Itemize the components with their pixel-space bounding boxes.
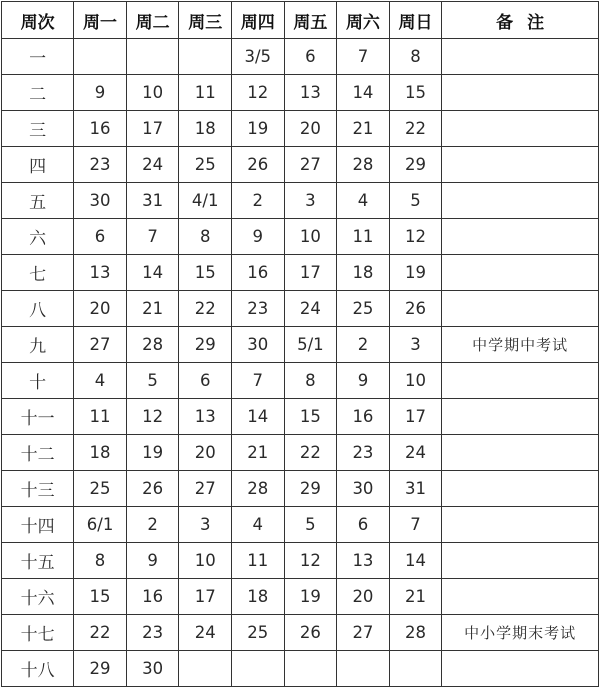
date-cell-wednesday: 25	[179, 147, 232, 183]
table-row	[2, 327, 599, 363]
date-cell-monday: 15	[74, 579, 127, 615]
date-cell-wednesday: 8	[179, 219, 232, 255]
date-cell-wednesday	[179, 39, 232, 75]
date-cell-saturday: 6	[337, 507, 390, 543]
date-cell-friday: 17	[284, 255, 337, 291]
week-number-cell: 十七	[2, 615, 74, 651]
note-cell	[442, 75, 599, 111]
table-row	[2, 75, 599, 111]
date-cell-saturday: 14	[337, 75, 390, 111]
date-cell-saturday: 30	[337, 471, 390, 507]
date-cell-monday: 30	[74, 183, 127, 219]
table-row	[2, 183, 599, 219]
date-cell-tuesday: 10	[126, 75, 179, 111]
note-cell	[442, 291, 599, 327]
date-cell-wednesday: 22	[179, 291, 232, 327]
header-sunday: 周日	[389, 2, 442, 39]
note-cell	[442, 111, 599, 147]
date-cell-wednesday: 10	[179, 543, 232, 579]
date-cell-wednesday: 24	[179, 615, 232, 651]
date-cell-friday: 10	[284, 219, 337, 255]
date-cell-monday: 25	[74, 471, 127, 507]
date-cell-monday: 23	[74, 147, 127, 183]
date-cell-friday: 27	[284, 147, 337, 183]
date-cell-friday: 22	[284, 435, 337, 471]
date-cell-sunday	[389, 651, 442, 687]
week-number-cell: 十三	[2, 471, 74, 507]
date-cell-sunday: 29	[389, 147, 442, 183]
date-cell-thursday: 18	[232, 579, 285, 615]
date-cell-tuesday: 28	[126, 327, 179, 363]
week-number-cell: 十四	[2, 507, 74, 543]
date-cell-friday: 19	[284, 579, 337, 615]
week-number-cell: 十二	[2, 435, 74, 471]
date-cell-monday: 20	[74, 291, 127, 327]
header-thursday: 周四	[232, 2, 285, 39]
date-cell-tuesday: 21	[126, 291, 179, 327]
date-cell-wednesday: 27	[179, 471, 232, 507]
date-cell-saturday: 11	[337, 219, 390, 255]
date-cell-saturday: 21	[337, 111, 390, 147]
date-cell-tuesday: 14	[126, 255, 179, 291]
date-cell-friday: 24	[284, 291, 337, 327]
date-cell-tuesday: 12	[126, 399, 179, 435]
date-cell-saturday: 25	[337, 291, 390, 327]
date-cell-saturday: 20	[337, 579, 390, 615]
date-cell-sunday: 10	[389, 363, 442, 399]
table-row	[2, 651, 599, 687]
date-cell-sunday: 5	[389, 183, 442, 219]
date-cell-wednesday: 18	[179, 111, 232, 147]
table-row	[2, 39, 599, 75]
date-cell-tuesday: 31	[126, 183, 179, 219]
date-cell-sunday: 15	[389, 75, 442, 111]
date-cell-friday: 29	[284, 471, 337, 507]
date-cell-tuesday: 26	[126, 471, 179, 507]
date-cell-monday: 22	[74, 615, 127, 651]
date-cell-tuesday	[126, 39, 179, 75]
date-cell-monday: 6/1	[74, 507, 127, 543]
note-cell	[442, 147, 599, 183]
header-friday: 周五	[284, 2, 337, 39]
date-cell-tuesday: 16	[126, 579, 179, 615]
note-cell	[442, 363, 599, 399]
header-notes: 备注	[442, 2, 599, 39]
note-cell: 中学期中考试	[442, 327, 599, 363]
date-cell-wednesday: 6	[179, 363, 232, 399]
date-cell-thursday: 2	[232, 183, 285, 219]
week-number-cell: 九	[2, 327, 74, 363]
date-cell-friday: 12	[284, 543, 337, 579]
date-cell-sunday: 14	[389, 543, 442, 579]
date-cell-sunday: 12	[389, 219, 442, 255]
table-row	[2, 111, 599, 147]
date-cell-sunday: 19	[389, 255, 442, 291]
note-cell	[442, 183, 599, 219]
date-cell-sunday: 21	[389, 579, 442, 615]
week-number-cell: 十五	[2, 543, 74, 579]
date-cell-friday: 26	[284, 615, 337, 651]
date-cell-thursday: 9	[232, 219, 285, 255]
date-cell-wednesday: 20	[179, 435, 232, 471]
date-cell-tuesday: 17	[126, 111, 179, 147]
date-cell-saturday: 16	[337, 399, 390, 435]
date-cell-wednesday: 13	[179, 399, 232, 435]
date-cell-tuesday: 9	[126, 543, 179, 579]
date-cell-wednesday: 17	[179, 579, 232, 615]
date-cell-saturday: 18	[337, 255, 390, 291]
header-week: 周次	[2, 2, 74, 39]
date-cell-wednesday: 29	[179, 327, 232, 363]
date-cell-saturday: 2	[337, 327, 390, 363]
table-header	[2, 2, 599, 39]
week-number-cell: 八	[2, 291, 74, 327]
header-wednesday: 周三	[179, 2, 232, 39]
date-cell-wednesday: 3	[179, 507, 232, 543]
date-cell-saturday: 28	[337, 147, 390, 183]
date-cell-saturday: 9	[337, 363, 390, 399]
week-number-cell: 二	[2, 75, 74, 111]
date-cell-tuesday: 2	[126, 507, 179, 543]
date-cell-thursday	[232, 651, 285, 687]
week-number-cell: 十八	[2, 651, 74, 687]
note-cell	[442, 579, 599, 615]
date-cell-monday: 27	[74, 327, 127, 363]
table-row	[2, 147, 599, 183]
date-cell-thursday: 19	[232, 111, 285, 147]
note-cell: 中小学期末考试	[442, 615, 599, 651]
table-body	[2, 39, 599, 687]
date-cell-thursday: 4	[232, 507, 285, 543]
date-cell-friday: 5/1	[284, 327, 337, 363]
date-cell-saturday: 23	[337, 435, 390, 471]
table-row	[2, 255, 599, 291]
date-cell-sunday: 8	[389, 39, 442, 75]
date-cell-sunday: 31	[389, 471, 442, 507]
header-row	[2, 2, 599, 39]
date-cell-monday: 9	[74, 75, 127, 111]
date-cell-sunday: 26	[389, 291, 442, 327]
date-cell-sunday: 7	[389, 507, 442, 543]
date-cell-wednesday	[179, 651, 232, 687]
table-row	[2, 615, 599, 651]
table-row	[2, 543, 599, 579]
table-row	[2, 291, 599, 327]
date-cell-friday: 13	[284, 75, 337, 111]
date-cell-saturday: 7	[337, 39, 390, 75]
date-cell-thursday: 21	[232, 435, 285, 471]
date-cell-monday	[74, 39, 127, 75]
date-cell-saturday	[337, 651, 390, 687]
date-cell-sunday: 24	[389, 435, 442, 471]
week-number-cell: 四	[2, 147, 74, 183]
date-cell-monday: 29	[74, 651, 127, 687]
date-cell-monday: 6	[74, 219, 127, 255]
date-cell-monday: 18	[74, 435, 127, 471]
date-cell-thursday: 7	[232, 363, 285, 399]
note-cell	[442, 543, 599, 579]
week-number-cell: 十	[2, 363, 74, 399]
date-cell-friday: 3	[284, 183, 337, 219]
date-cell-thursday: 28	[232, 471, 285, 507]
table-row	[2, 507, 599, 543]
header-tuesday: 周二	[126, 2, 179, 39]
week-number-cell: 一	[2, 39, 74, 75]
date-cell-friday: 15	[284, 399, 337, 435]
date-cell-sunday: 22	[389, 111, 442, 147]
date-cell-tuesday: 19	[126, 435, 179, 471]
date-cell-monday: 13	[74, 255, 127, 291]
date-cell-thursday: 30	[232, 327, 285, 363]
note-cell	[442, 507, 599, 543]
date-cell-friday: 5	[284, 507, 337, 543]
week-number-cell: 六	[2, 219, 74, 255]
date-cell-thursday: 16	[232, 255, 285, 291]
date-cell-monday: 16	[74, 111, 127, 147]
date-cell-sunday: 28	[389, 615, 442, 651]
semester-calendar-table	[1, 1, 599, 687]
date-cell-wednesday: 15	[179, 255, 232, 291]
date-cell-friday: 20	[284, 111, 337, 147]
week-number-cell: 五	[2, 183, 74, 219]
date-cell-tuesday: 23	[126, 615, 179, 651]
date-cell-friday	[284, 651, 337, 687]
date-cell-tuesday: 7	[126, 219, 179, 255]
table-row	[2, 471, 599, 507]
week-number-cell: 三	[2, 111, 74, 147]
date-cell-friday: 8	[284, 363, 337, 399]
week-number-cell: 七	[2, 255, 74, 291]
date-cell-thursday: 14	[232, 399, 285, 435]
note-cell	[442, 219, 599, 255]
note-cell	[442, 399, 599, 435]
table-row	[2, 363, 599, 399]
week-number-cell: 十六	[2, 579, 74, 615]
note-cell	[442, 435, 599, 471]
date-cell-sunday: 3	[389, 327, 442, 363]
date-cell-thursday: 26	[232, 147, 285, 183]
date-cell-tuesday: 30	[126, 651, 179, 687]
date-cell-monday: 11	[74, 399, 127, 435]
date-cell-saturday: 4	[337, 183, 390, 219]
note-cell	[442, 39, 599, 75]
date-cell-wednesday: 11	[179, 75, 232, 111]
date-cell-monday: 4	[74, 363, 127, 399]
date-cell-thursday: 12	[232, 75, 285, 111]
date-cell-monday: 8	[74, 543, 127, 579]
date-cell-saturday: 13	[337, 543, 390, 579]
date-cell-saturday: 27	[337, 615, 390, 651]
table-row	[2, 219, 599, 255]
date-cell-sunday: 17	[389, 399, 442, 435]
table-row	[2, 579, 599, 615]
date-cell-friday: 6	[284, 39, 337, 75]
date-cell-thursday: 3/5	[232, 39, 285, 75]
date-cell-thursday: 25	[232, 615, 285, 651]
date-cell-tuesday: 5	[126, 363, 179, 399]
header-monday: 周一	[74, 2, 127, 39]
table-row	[2, 435, 599, 471]
date-cell-wednesday: 4/1	[179, 183, 232, 219]
note-cell	[442, 255, 599, 291]
header-saturday: 周六	[337, 2, 390, 39]
table-row	[2, 399, 599, 435]
week-number-cell: 十一	[2, 399, 74, 435]
note-cell	[442, 471, 599, 507]
date-cell-thursday: 23	[232, 291, 285, 327]
date-cell-thursday: 11	[232, 543, 285, 579]
date-cell-tuesday: 24	[126, 147, 179, 183]
note-cell	[442, 651, 599, 687]
